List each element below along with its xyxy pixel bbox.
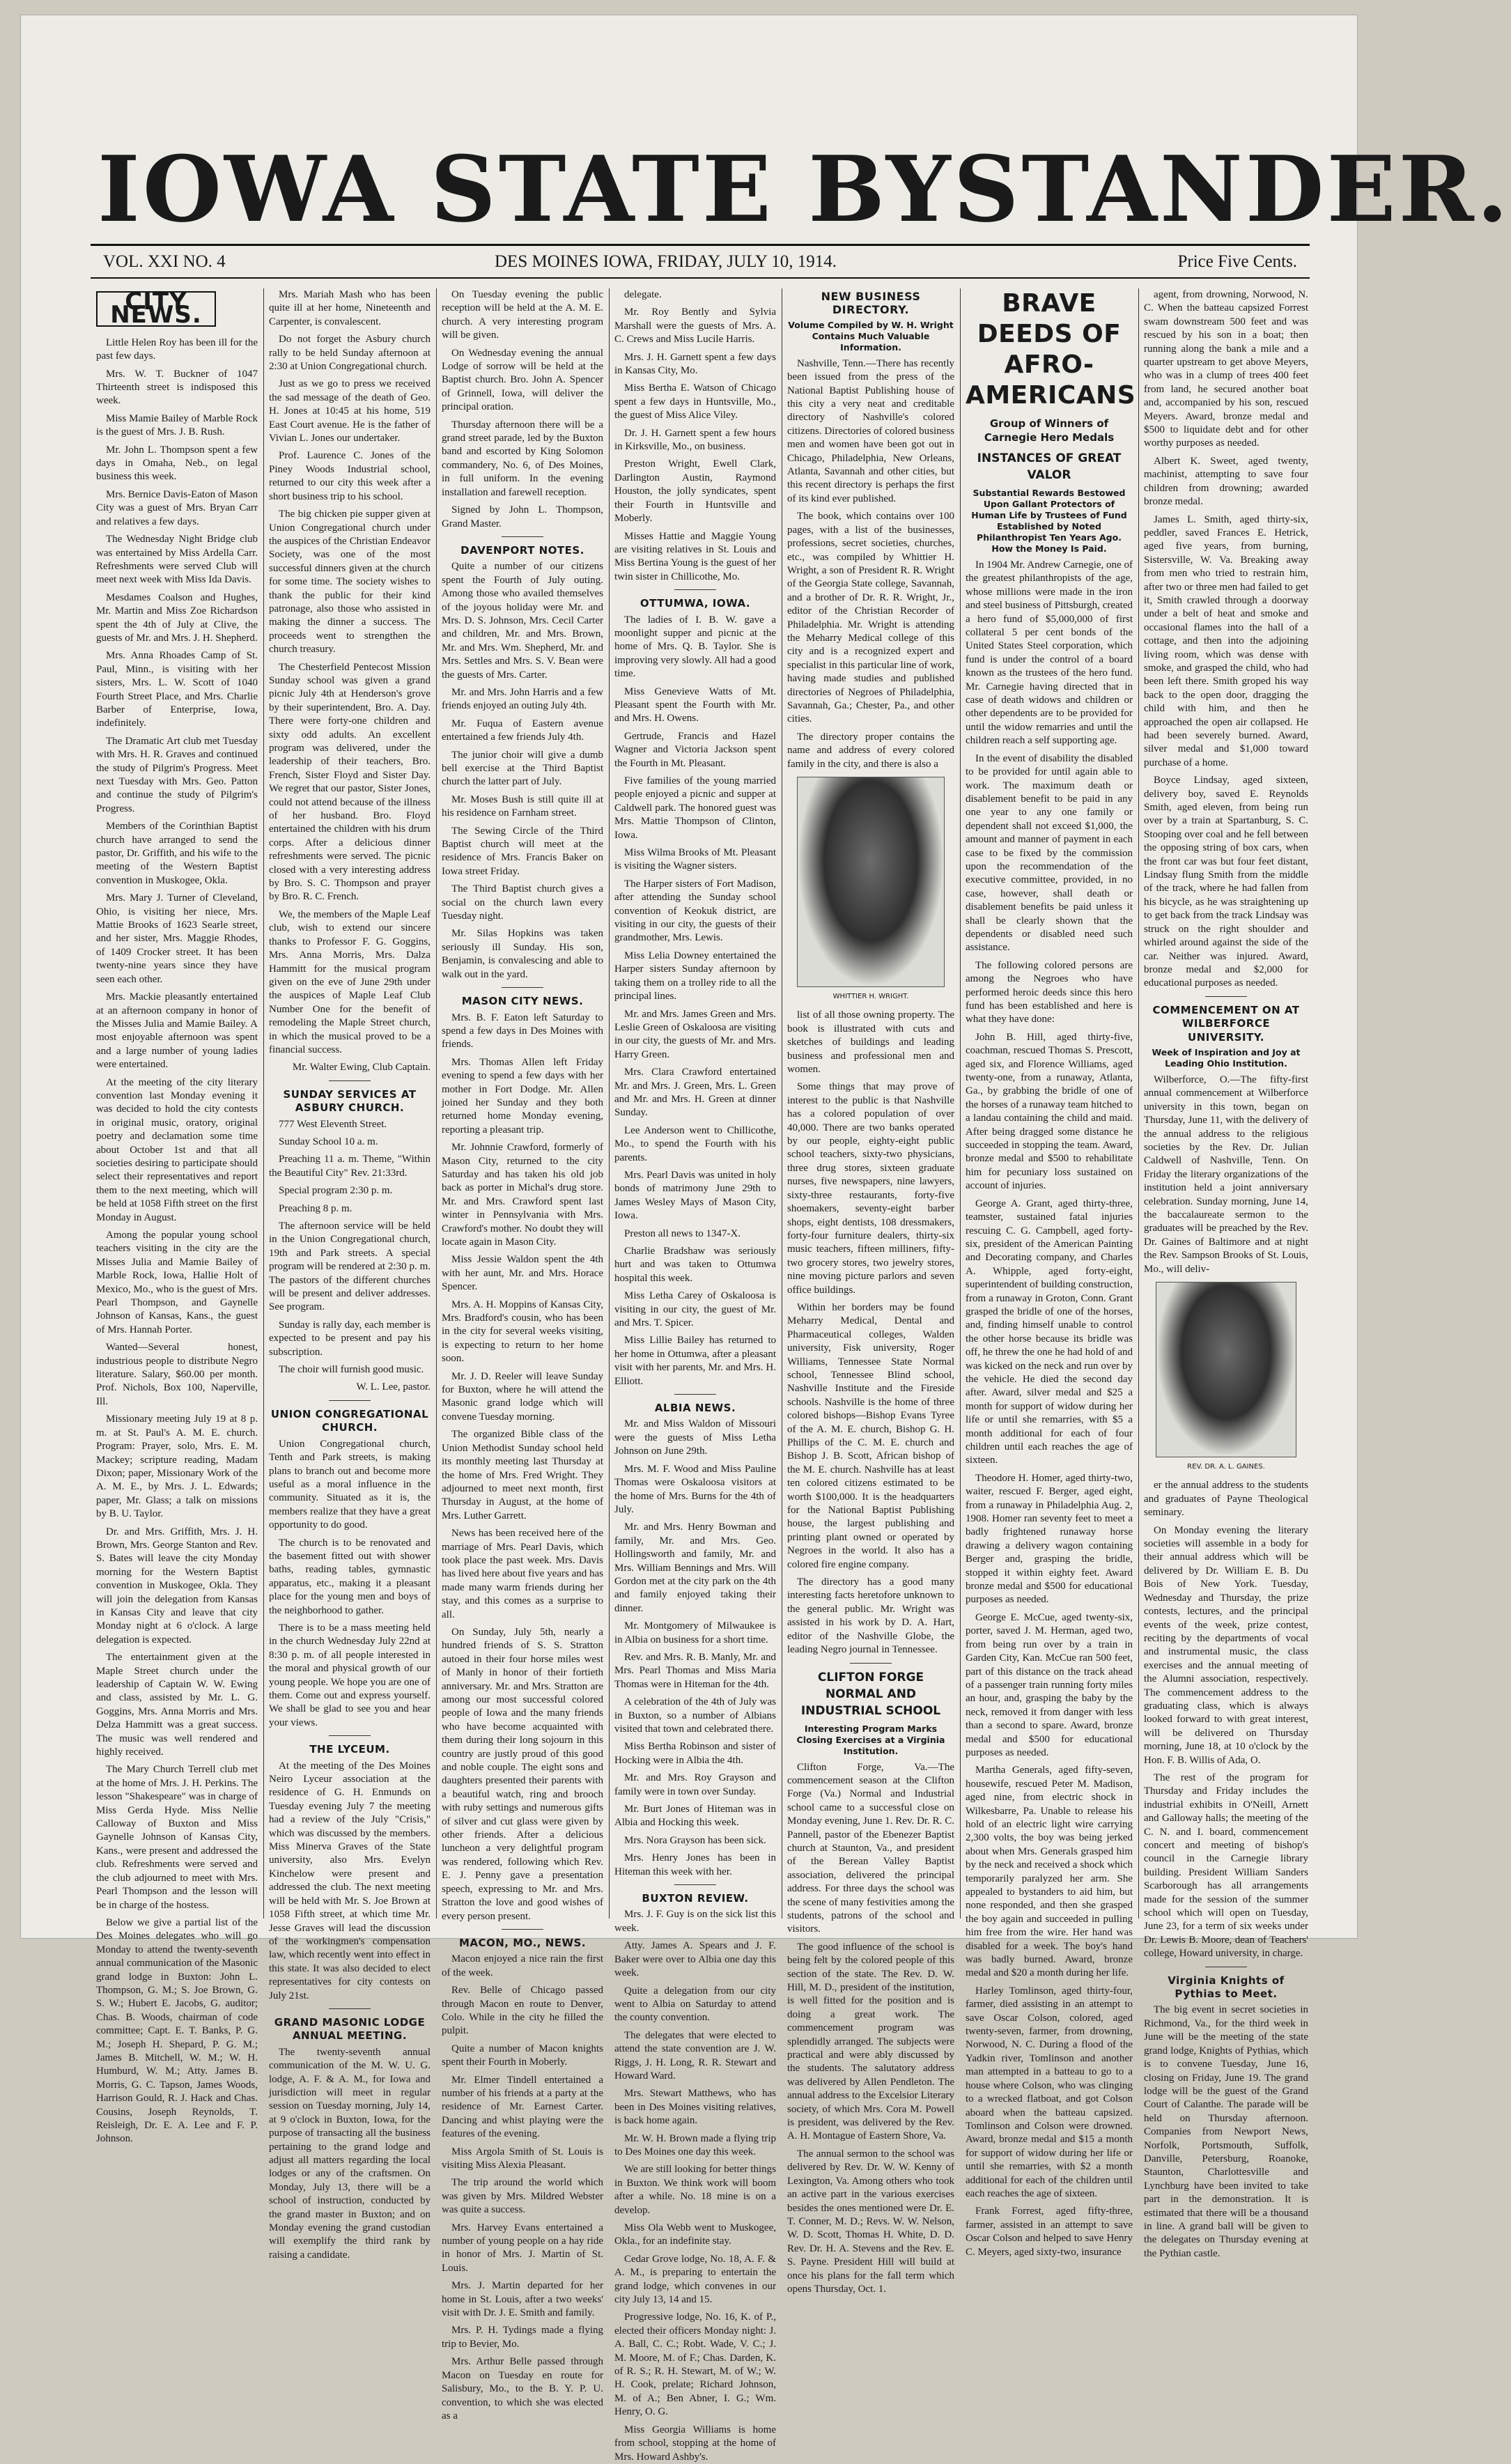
place-date: DES MOINES IOWA, FRIDAY, JULY 10, 1914. [495, 252, 837, 271]
article-paragraph: Miss Wilma Brooks of Mt. Pleasant is visiting the Wagner sisters. [614, 847, 776, 872]
article-paragraph: Mrs. W. T. Buckner of 1047 Thirteenth street is indisposed this week. [96, 368, 258, 407]
article-paragraph: The Sewing Circle of the Third Baptist church will meet at the residence of Mrs. Francis Baker on Iowa street Friday. [442, 825, 603, 877]
article-paragraph: Mrs. Pearl Davis was united in holy bonds of matrimony June 29th to James Wesley Mays of Mason City, Iowa. [614, 1169, 776, 1222]
dateline [98, 248, 1303, 276]
lyceum-items [269, 1760, 431, 2003]
article-paragraph: The Mary Church Terrell club met at the home of Mrs. J. H. Perkins. The lesson "Shakespeare" was in charge of Miss Gerda Hyde. Miss Nellie Calloway of Buxton and Miss Gaynelle Johnson of Kansas City, Kans., were present and addressed the club. Refreshments were served and the club adjourned to meet with Mrs. Pearl Thompson and the lesson will be in charge of the hostess. [96, 1764, 258, 1911]
separator [502, 536, 543, 537]
volume-number: VOL. XXI NO. 4 [103, 252, 226, 271]
article-paragraph: Mrs. Bernice Davis-Eaton of Mason City was a guest of Mrs. Bryan Carr and relatives a few days. [96, 488, 258, 527]
article-paragraph: Mr. Burt Jones of Hiteman was in Albia and Hocking this week. [614, 1804, 776, 1829]
article-paragraph: Mr. Fuqua of Eastern avenue entertained a few friends July 4th. [442, 718, 603, 743]
masthead-rule-top [91, 244, 1310, 246]
club-signature: Mr. Walter Ewing, Club Captain. [292, 1062, 431, 1074]
article-paragraph: Mrs. Arthur Belle passed through Macon on Tuesday en route for Salisbury, Mo., to the B. Y. P. U. convention, to which she was elected as a [442, 2356, 603, 2422]
article-paragraph: The trip around the world which was given by Mrs. Mildred Webster was quite a success. [442, 2177, 603, 2216]
article-paragraph: The directory has a good many interesting facts heretofore unknown to the general public. Mr. Wright was assisted in his work by D. A. Hart, editor of the Nashville Globe, the leading Negro journal in Tennessee. [787, 1576, 954, 1656]
article-paragraph: News has been received here of the marriage of Mrs. Pearl Davis, which took place the past week. Mrs. Davis has lived here about five years and has made many warm friends during her stay, and this comes as a surprise to all. [442, 1528, 603, 1620]
article-paragraph: Mrs. Henry Jones has been in Hiteman this week with her. [614, 1852, 776, 1877]
article-paragraph: Mrs. Anna Rhoades Camp of St. Paul, Minn., is visiting with her sisters, Mrs. L. W. Scott of 1040 Fourth Street Place, and Mrs. Charlie Barber of Enterprise, Iowa, indefinitely. [96, 650, 258, 729]
column-1 [96, 288, 258, 2145]
article-paragraph: Wanted—Several honest, industrious people to distribute Negro literature. Salary, $60.00 per month. Prof. Nichols, Box 100, Naperville, Ill. [96, 1342, 258, 1407]
ottumwa-heading: OTTUMWA, IOWA. [640, 597, 751, 610]
separator [502, 1929, 543, 1930]
column-divider [1138, 288, 1139, 1919]
article-paragraph: George E. McCue, aged twenty-six, porter, saved J. M. Herman, aged two, from being run over by a train in Garden City, Kan. McCue ran 500 feet, part of this distance on the track ahead of a passenger train running forty miles an hour, and, grasping the baby by the neck, removed it from danger with less than a second to spare. Award, bronze medal and $500 for educational purposes as needed. [966, 1611, 1133, 1758]
article-paragraph: Mrs. M. F. Wood and Miss Pauline Thomas were Oskaloosa visitors at the home of Mrs. Burns for the 4th of July. [614, 1463, 776, 1515]
separator [329, 2008, 371, 2009]
masthead-rule-bottom [91, 277, 1310, 279]
article-paragraph: Members of the Corinthian Baptist church have arranged to send the pastor, Dr. Griffith, and his wife to the meeting of the Western Baptist convention in Muskogee, Okla. [96, 821, 258, 886]
portrait-photo [1156, 1282, 1296, 1457]
article-paragraph: Quite a number of our citizens spent the Fourth of July outing. Among those who availed themselves of the joyous holiday were Mr. and Mrs. D. S. Johnson, Mrs. Cecil Carter and children, Mr. and Mrs. Brown, Mr. and Mrs. Wm. Shepherd, Mr. and Mrs. Settles and Mrs. S. V. Bean were the guests of Mrs. Carter. [442, 561, 603, 681]
article-paragraph: Prof. Laurence C. Jones of the Piney Woods Industrial school, returned to our city this week after a short business trip to his school. [269, 450, 431, 502]
directory-subheading: Volume Compiled by W. H. Wright Contains Much Valuable Information. [788, 319, 954, 352]
article-paragraph: Little Helen Roy has been ill for the past few days. [96, 336, 258, 362]
col3-items [442, 288, 603, 531]
article-paragraph: Mr. Roy Bently and Sylvia Marshall were the guests of Mrs. A. C. Crews and Miss Lucile Harris. [614, 307, 776, 346]
article-paragraph: Lee Anderson went to Chillicothe, Mo., to spend the Fourth with his parents. [614, 1124, 776, 1163]
article-paragraph: Union Congregational church, Tenth and Park streets, is making plans to branch out and become more useful as a moral influence in the community. Situated as it is, the members realize that they have a great opportunity to do good. [269, 1438, 431, 1531]
newspaper-page [21, 15, 1511, 2463]
separator [674, 1394, 716, 1395]
article-paragraph: We, the members of the Maple Leaf club, wish to extend our sincere thanks to Professor F. G. Goggins, Mrs. Anna Morris, Mrs. Dalza Hammitt for the musical program given on the eve of June 29th under the auspices of Maple Leaf Club Number One for the benefit of remodeling the Maple Street church, in which the musical proved to be a financial success. [269, 908, 431, 1055]
article-paragraph: Mr. and Mrs. James Green and Mrs. Leslie Green of Oskaloosa are visiting in our city, the guests of Mr. and Mrs. Harry Green. [614, 1008, 776, 1060]
wilberforce-heading: COMMENCEMENT ON AT WILBERFORCE UNIVERSITY. [1152, 1003, 1300, 1044]
article-paragraph: Sunday School 10 a. m. [279, 1136, 378, 1147]
albia-heading: ALBIA NEWS. [654, 1402, 736, 1415]
article-paragraph: At the meeting of the city literary convention last Monday evening it was decided to hold the city contests in original music, oratory, original poetry and declamation some time about October 1st and that all societies desiring to participate should select their representatives and report them to the next meeting, which will be held at 1058 Fifth street on the first Monday in August. [96, 1076, 258, 1223]
brave-subheading-3: Substantial Rewards Bestowed Upon Gallant Protectors of Human Life by Trustees of Fund Established by Noted Philanthropist Ten Years Ago. How the Money Is Paid. [971, 488, 1127, 554]
pythias-items [1144, 2004, 1308, 2261]
article-paragraph: The entertainment given at the Maple Street church under the leadership of Captain W. W. Ewing and class, assisted by Mr. L. G. Goggins, Mrs. Anna Morris and Mrs. Delza Hammitt was a great success. The music was well rendered and highly received. [96, 1652, 258, 1758]
clifton-heading: CLIFTON FORGE NORMAL AND INDUSTRIAL SCHOOL [800, 1670, 941, 1718]
buxton-items [614, 1908, 776, 2463]
brave-deeds-heading: BRAVE DEEDS OF AFRO-AMERICANS [966, 289, 1136, 410]
article-paragraph: Mrs. Stewart Matthews, who has been in Des Moines visiting relatives, is back home again. [614, 2088, 776, 2127]
article-paragraph: Martha Generals, aged fifty-seven, housewife, rescued Peter M. Madison, aged nine, from electric shock in Wilkesbarre, Pa. Unable to release his hold of an electric light wire carrying 2,300 volts, the boy was being jerked about when Mrs. Generals grasped him by the neck and received a shock which temporarily paralyzed her arm. She appealed to bystanders to aid him, but none responded, and then she grasped the boy again and succeeded in pulling him free from the wire. Her hand was disabled for a week. The boy's hand was badly burned. Award, bronze medal and $20 a month during her life. [966, 1765, 1133, 1979]
column-2 [269, 288, 431, 2261]
column-4 [614, 288, 776, 2463]
article-paragraph: Mr. W. H. Brown made a flying trip to Des Moines one day this week. [614, 2132, 776, 2157]
separator [329, 1735, 371, 1736]
pastor-signature: W. L. Lee, pastor. [356, 1381, 431, 1393]
article-paragraph: Mr. Moses Bush is still quite ill at his residence on Farnham street. [442, 793, 603, 819]
article-paragraph: The Harper sisters of Fort Madison, after attending the Sunday school convention of Keokuk district, are visiting in our city, the guests of their grandmother, Mrs. Lewis. [614, 878, 776, 944]
article-paragraph: The book, which contains over 100 pages, with a list of the businesses, professions, secret societies, churches, etc., was compiled by Whittier H. Wright, a son of President R. R. Wright of the Georgia State college, Savannah, and a brother of Dr. R. R. Wright, Jr., editor of the Christian Recorder of Philadelphia. Mr. Wright is attending the Meharry Medical college of this city and is a recognized expert and specialist in this particular line of work, having made studies and published directories of Negroes of Philadelphia, Savannah, Ga.; Chester, Pa., and other cities. [787, 511, 954, 725]
article-paragraph: Mr. and Miss Waldon of Missouri were the guests of Miss Letha Johnson on June 29th. [614, 1418, 776, 1457]
article-paragraph: The twenty-seventh annual communication of the M. W. U. G. lodge, A. F. & A. M., for Iowa and jurisdiction will meet in regular session on Tuesday morning, July 14, at 9 o'clock in Buxton, Iowa, for the purpose of transacting all the business pertaining to the grand lodge and adjust all matters regarding the local lodges or any of the craftsmen. On Monday, July 13, there will be a school of instruction, conducted by the grand master in Buxton; and on Monday evening the grand custodian will exemplify the third rank by raising a candidate. [269, 2046, 431, 2261]
asbury-heading: SUNDAY SERVICES AT ASBURY CHURCH. [283, 1087, 417, 1115]
article-paragraph: Preaching 8 p. m. [279, 1202, 352, 1214]
article-paragraph: Preston all news to 1347-X. [624, 1227, 741, 1239]
article-paragraph: delegate. [624, 289, 662, 300]
article-paragraph: James L. Smith, aged thirty-six, peddler, saved Frances E. Hetrick, aged five years, from burning, Sistersville, W. Va. Breaking away from men who tried to restrain him, after two or three men had failed to get it, Smith crawled through a doorway under a belt of heat and smoke and occasional flames into the hall of a cottage, and then into the adjoining living room, which was dense with smoke, and grasped the child, who had been left there. Smith groped his way back to the open door, dragging the child with him, and then he approached the open air collapsed. He had been severely burned. Award, silver medal and $1,000 toward purchase of a home. [1144, 513, 1308, 768]
photo-caption: REV. DR. A. L. GAINES. [1187, 1463, 1265, 1471]
masthead: IOWA STATE BYSTANDER. [98, 136, 1511, 242]
pythias-heading: Virginia Knights of Pythias to Meet. [1168, 1974, 1285, 2001]
separator [674, 589, 716, 590]
portrait-photo [797, 777, 945, 987]
article-paragraph: Miss Ola Webb went to Muskogee, Okla., for an indefinite stay. [614, 2222, 776, 2247]
mason-city-heading: MASON CITY NEWS. [461, 995, 584, 1008]
article-paragraph: Atty. James A. Spears and J. F. Baker were over to Albia one day this week. [614, 1940, 776, 1979]
separator [329, 1400, 371, 1401]
article-paragraph: The Third Baptist church gives a social on the church lawn every Tuesday night. [442, 883, 603, 922]
article-paragraph: Among the popular young school teachers visiting in the city are the Misses Julia and Mamie Bailey of Marble Rock, Iowa, Hallie Holt of Mexico, Mo., who is the guest of Mrs. Pearl Thompson, and Gaynelle Johnson of Kansas, Kans., the guest of Mrs. Hannah Porter. [96, 1230, 258, 1335]
brave-subheading-2: INSTANCES OF GREAT VALOR [977, 451, 1122, 482]
article-paragraph: Mrs. Harvey Evans entertained a number of young people on a hay ride in honor of Mrs. J. Martin of St. Louis. [442, 2222, 603, 2274]
article-paragraph: Miss Argola Smith of St. Louis is visiting Miss Alexia Pleasant. [442, 2146, 603, 2171]
article-paragraph: Mr. Johnnie Crawford, formerly of Mason City, returned to the city Saturday and has taken his old job back as porter in Michal's drug store. Mr. and Mrs. Crawford spent last winter in Pennsylvania with Mrs. Crawford's mother. No doubt they will locate again in Mason City. [442, 1142, 603, 1248]
article-paragraph: The big event in secret societies in Richmond, Va., for the third week in June will be the meeting of the state grand lodge, Knights of Pythias, which is to convene Tuesday, June 16, closing on Friday, June 19. The grand lodge will be the guest of the Grand Court of Calanthe. The parade will be held on Thursday afternoon. Companies from Newport News, Norfolk, Portsmouth, Suffolk, Danville, Petersburg, Roanoke, Staunton, Charlottesville and Lynchburg have been invited to take part in the demonstration. It is estimated that there will be a thousand in line. A grand ball will be given to the delegates on Thursday evening at the Pythian castle. [1144, 2004, 1308, 2259]
separator [502, 987, 543, 988]
article-paragraph: Quite a number of Macon knights spent their Fourth in Moberly. [442, 2043, 603, 2068]
col7-items [1144, 288, 1308, 991]
article-paragraph: The ladies of I. B. W. gave a moonlight supper and picnic at the home of Mrs. Q. B. Taylor. She is improving very slowly. All had a good time. [614, 614, 776, 680]
article-paragraph: Miss Bertha E. Watson of Chicago spent a few days in Huntsville, Mo., the guest of Miss Alice Viley. [614, 382, 776, 421]
article-paragraph: John B. Hill, aged thirty-five, coachman, rescued Thomas S. Prescott, aged six, and Florence Williams, aged twenty-one, from a runaway, Atlanta, Ga., by grabbing the bridle of one of the horses of a runaway team hitched to a landau containing the child and maid. After being dragged some distance he succeeded in stopping the team. Award, bronze medal and $500 to rehabilitate him for pecuniary loss sustained on account of injuries. [966, 1031, 1133, 1192]
article-paragraph: er the annual address to the students and graduates of Payne Theological seminary. [1144, 1480, 1308, 1519]
article-paragraph: The junior choir will give a dumb bell exercise at the Third Baptist church the latter part of July. [442, 749, 603, 788]
article-paragraph: Some things that may prove of interest to the public is that Nashville has a colored population of over 40,000. There are two banks operated by our people, eighty-eight public school teachers, sixty-two physicians, three drug stores, sixteen graduate nurses, five newspapers, nine lawyers, sixty-three restaurants, forty-five shoemakers, seventy-eight barber shops, eight dentists, 108 dressmakers, forty-four furniture dealers, thirty-six music teachers, fifteen milliners, fifty-two grocery stores, two jewelry stores, nine moving picture parlors and seven office buildings. [787, 1081, 954, 1296]
article-paragraph: The organized Bible class of the Union Methodist Sunday school held its monthly meeting last Thursday at the home of Mrs. Fred Wright. They adjourned to meet next month, first Thursday in August, at the home of Mrs. Luther Garrett. [442, 1429, 603, 1521]
article-paragraph: Miss Jessie Waldon spent the 4th with her aunt, Mr. and Mrs. Horace Spencer. [442, 1254, 603, 1293]
article-paragraph: Missionary meeting July 19 at 8 p. m. at St. Paul's A. M. E. church. Program: Prayer, solo, Mrs. E. M. Mackey; scripture reading, Madam Dixon; paper, Missionary Work of the A. M. E., by Mrs. J. L. Edwards; paper, Mr. Glass; a talk on missions by B. U. Taylor. [96, 1413, 258, 1520]
article-paragraph: Mrs. P. H. Tydings made a flying trip to Bevier, Mo. [442, 2325, 603, 2350]
article-paragraph: Mrs. Nora Grayson has been sick. [624, 1834, 766, 1846]
article-paragraph: Sunday is rally day, each member is expected to be present and pay his subscription. [269, 1319, 431, 1358]
article-paragraph: agent, from drowning, Norwood, N. C. When the batteau capsized Forrest swam downstream 500 feet and was rescued by his son in a boat; then running along the bank a mile and a quarter upstream to get above Meyers, who was in a clump of trees 400 feet from land, he secured another boat and, accompanied by his son, rescued Meyers. Award, bronze medal and $500 to liquidate debt and for other worthy purposes as needed. [1144, 289, 1308, 449]
column-divider [263, 288, 264, 1919]
article-paragraph: Mrs. A. H. Moppins of Kansas City, Mrs. Bradford's cousin, who has been in the city for several weeks visiting, is expecting to return to her home soon. [442, 1299, 603, 1365]
directory-items [787, 357, 954, 771]
article-paragraph: Mrs. J. F. Guy is on the sick list this week. [614, 1909, 776, 1934]
article-paragraph: Mrs. Mariah Mash who has been quite ill at her home, Nineteenth and Carpenter, is convalescent. [269, 289, 431, 327]
article-paragraph: On Wednesday evening the annual Lodge of sorrow will be held at the Baptist church. Bro. John A. Spencer of Grinnell, Iowa, will deliver the principal oration. [442, 347, 603, 413]
article-paragraph: The church is to be renovated and the basement fitted out with shower baths, reading tables, gymnastic apparatus, etc., making it a pleasant place for the young men and boys of the neighborhood to gather. [269, 1537, 431, 1616]
buxton-heading: BUXTON REVIEW. [642, 1892, 749, 1905]
masonic-heading: GRAND MASONIC LODGE ANNUAL MEETING. [274, 2015, 426, 2043]
article-paragraph: list of all those owning property. The book is illustrated with cuts and sketches of buildings and leading business and professional men and women. [787, 1009, 954, 1076]
masonic-items [269, 2046, 431, 2263]
article-paragraph: The Wednesday Night Bridge club was entertained by Miss Ardella Carr. Refreshments were served Club will meet next week with Miss Ida Davis. [96, 534, 258, 586]
price: Price Five Cents. [1177, 252, 1297, 271]
article-paragraph: The delegates that were elected to attend the state convention are J. W. Riggs, J. H. Long, R. R. Stewart and Howard Ward. [614, 2029, 776, 2082]
article-paragraph: The good influence of the school is being felt by the colored people of this section of the state. The Rev. D. W. Hill, M. D., president of the institution, is well fitted for the position and is doing a great work. The commencement program was splendidly arranged. The subjects were practical and were ably discussed by the students. The salutatory address was delivered by Allen Pendleton. The annual address to the Excelsior Literary society, of which Mrs. Cora M. Powell is president, was delivered by the Rev. A. H. Montague of Eastern Shore, Va. [787, 1941, 954, 2142]
ottumwa-items [614, 614, 776, 1389]
article-paragraph: The afternoon service will be held in the Union Congregational church, 19th and Park streets. A special program will be rendered at 2:30 p. m. The pastors of the different churches will be present and deliver addresses. See program. [269, 1221, 431, 1313]
article-paragraph: There is to be a mass meeting held in the church Wednesday July 22nd at 8:30 p. m. of all people interested in the moral and physical growth of our young people. We hope you are one of them. Come out and express yourself. We shall be glad to see you and hear your views. [269, 1622, 431, 1728]
article-paragraph: The rest of the program for Thursday and Friday includes the industrial exhibits in O'Neill, Arnett and Galloway halls; the meeting of the C. N. and I. board, commencement concert and meeting of bishop's council in the Carnegie library building. President William Sanders Scarborough has all arrangements made for the session of the summer school which will open on Tuesday, June 23, for a term of six weeks under Dr. Lewis B. Moore, dean of Teachers' college, Howard university, in charge. [1144, 1772, 1308, 1960]
column-5 [787, 288, 954, 2295]
article-paragraph: Miss Lillie Bailey has returned to her home in Ottumwa, after a pleasant visit with her parents, Mr. and Mrs. H. Elliott. [614, 1335, 776, 1387]
wilberforce-items [1144, 1074, 1308, 1276]
article-paragraph: Preston Wright, Ewell Clark, Darlington Austin, Raymond Houston, the jolly syndicates, spent their Fourth in Huntsville and Moberly. [614, 458, 776, 525]
macon-items [442, 1953, 603, 2423]
article-paragraph: Mr. and Mrs. John Harris and a few friends enjoyed an outing July 4th. [442, 686, 603, 712]
davenport-items [442, 560, 603, 982]
directory-heading: NEW BUSINESS DIRECTORY. [821, 290, 921, 317]
article-paragraph: Charlie Bradshaw was seriously hurt and was taken to Ottumwa hospital this week. [614, 1246, 776, 1284]
article-paragraph: The directory proper contains the name and address of every colored family in the city, and there is also a [787, 731, 954, 770]
article-paragraph: Mr. Montgomery of Milwaukee is in Albia on business for a short time. [614, 1620, 776, 1645]
column-3 [442, 288, 603, 2422]
article-paragraph: Do not forget the Asbury church rally to be held Sunday afternoon at 2:30 at Union Congregational church. [269, 334, 431, 373]
article-paragraph: Frank Forrest, aged fifty-three, farmer, assisted in an attempt to save Oscar Colson and helped to save Henry C. Meyers, aged sixty-two, insurance [966, 2206, 1133, 2258]
separator [1205, 996, 1247, 997]
article-paragraph: Miss Mamie Bailey of Marble Rock is the guest of Mrs. J. B. Rush. [96, 412, 258, 438]
article-paragraph: We are still looking for better things in Buxton. We think work will boom after a while. No. 18 mine is on a develop. [614, 2164, 776, 2216]
article-paragraph: Mesdames Coalson and Hughes, Mr. Martin and Miss Zoe Richardson spent the 4th of July at Clive, the guests of Mr. and Mrs. J. H. Shepherd. [96, 591, 258, 644]
city-news-header: CITY NEWS. [96, 291, 216, 327]
article-paragraph: Dr. J. H. Garnett spent a few hours in Kirksville, Mo., on business. [614, 427, 776, 453]
davenport-heading: DAVENPORT NOTES. [460, 543, 584, 557]
article-paragraph: Signed by John L. Thompson, Grand Master. [442, 504, 603, 529]
article-paragraph: On Monday evening the literary societies will assemble in a body for their annual address which will be delivered by Dr. William E. B. Du Bois of New York. Tuesday, Wednesday and Thursday, the prize contests, lectures, and the principal events of the week, prize contest, reciting by the departments of vocal and instrumental music, the class exercises and the annual meeting of the Alumni association, respectively. The commencement address to the graduating class, which is always looked forward to with great interest, will be delivered on Thursday morning, June 18, at 10 o'clock by the Hon. F. B. Willis of Ada, O. [1144, 1524, 1308, 1766]
article-paragraph: The Dramatic Art club met Tuesday with Mrs. H. R. Graves and continued the study of Pilgrim's Progress. Meet next Tuesday with Mrs. Geo. Patton and continue the study of Pilgrim's Progress. [96, 735, 258, 814]
column-divider [436, 288, 437, 1919]
article-paragraph: Boyce Lindsay, aged sixteen, delivery boy, saved E. Reynolds Smith, aged eleven, from being run over by a train at Spartanburg, S. C. Stooping over coal and he fell between the opposing string of box cars, when the front car was but four feet distant, Lindsay flung Smith from the middle of the track, where he had fallen from his bicycle, as he was straightening up to get back from the track Lindsay was struck on the right shoulder and whirled around against the side of the car. Neither was injured. Award, bronze medal and $2,000 for educational purposes as needed. [1144, 775, 1308, 989]
article-paragraph: Mrs. Mary J. Turner of Cleveland, Ohio, is visiting her niece, Mrs. Mattie Brooks of 1623 Searle street, and her sister, Mrs. Maggie Rhodes, of 1409 Crocker street. It has been twenty-nine years since they have seen each other. [96, 892, 258, 985]
article-paragraph: The Chesterfield Pentecost Mission Sunday school was given a grand picnic July 4th at Henderson's grove by their superintendent, Bro. A. Day. There were forty-one children and sixty odd adults. An excellent program was delivered, under the leadership of their teachers, Bro. French, Sister Floyd and Sister Day. We regret that our pastor, Sister Jones, could not attend because of the illness of her husband. Bro. Floyd entertained the children with his drum corps. After a delicious dinner refreshments were served. The picnic closed with a very interesting address by Bro. S. C. Thompson and prayer by Bro. R. C. French. [269, 661, 431, 903]
clifton-items [787, 1761, 954, 2297]
article-paragraph: Rev. Belle of Chicago passed through Macon en route to Denver, Colo. While in the city he filled the pulpit. [442, 1985, 603, 2037]
article-paragraph: Miss Genevieve Watts of Mt. Pleasant spent the Fourth with Mr. and Mrs. H. Owens. [614, 685, 776, 725]
article-paragraph: Quite a delegation from our city went to Albia on Saturday to attend the county convention. [614, 1985, 776, 2024]
wilberforce-subheading: Week of Inspiration and Joy at Leading Ohio Institution. [1152, 1046, 1301, 1069]
article-paragraph: In the event of disability the disabled to be provided for until again able to work. The maximum death or disablement benefit to be paid in any one year to any one family or dependent shall not exceed $1,000, the amount and manner of payment in each case to be fixed by the commission upon the recommendation of the executive committee, provided, in no case, however, shall death or disablement benefits be paid unless it shall be clearly shown that the dependents or disabled need such assistance. [966, 752, 1133, 954]
article-paragraph: Special program 2:30 p. m. [279, 1185, 393, 1197]
article-paragraph: Five families of the young married people enjoyed a picnic and supper at Caldwell park. The honored guest was Mrs. Mattie Thompson of Clinton, Iowa. [614, 775, 776, 841]
article-paragraph: Mrs. Mackie pleasantly entertained at an afternoon company in honor of the Misses Julia and Mamie Bailey. A most enjoyable afternoon was spent and a large number of young ladies were entertained. [96, 991, 258, 1071]
article-paragraph: Nashville, Tenn.—There has recently been issued from the press of the National Baptist Publishing house of this city a very neat and creditable directory of Nashville's colored citizens. Directories of colored business men and women have been got out in Chicago, Philadelphia, New Orleans, Atlanta, Savannah and other cities, but this recent directory is perhaps the first of its kind ever published. [787, 357, 954, 504]
column-7 [1144, 288, 1308, 2259]
article-paragraph: The following colored persons are among the Negroes who have performed heroic deeds since this hero fund has been established and here is what they have done: [966, 959, 1133, 1025]
albia-items [614, 1418, 776, 1879]
article-paragraph: In 1904 Mr. Andrew Carnegie, one of the greatest philanthropists of the age, whose millions were made in the iron and steel business of Pittsburgh, created a hero fund of $5,000,000 of first collateral 5 per cent bonds of the United States Steel corporation, which fund is under the control of a board known as the trustees of the hero fund. Mr. Carnegie having directed that in case of death widows and children or other dependents are to be provided for until the widow remarries and until the children reach a self supporting age. [966, 559, 1133, 747]
article-paragraph: Mrs. B. F. Eaton left Saturday to spend a few days in Des Moines with friends. [442, 1012, 603, 1051]
union-heading: UNION CONGREGATIONAL CHURCH. [270, 1407, 429, 1434]
article-paragraph: Miss Georgia Williams is home from school, stopping at the home of Mrs. Howard Ashby's. [614, 2424, 776, 2463]
article-paragraph: On Tuesday evening the public reception will be held at the A. M. E. church. A very interesting program will be given. [442, 289, 603, 341]
separator [850, 1663, 892, 1664]
article-paragraph: At the meeting of the Des Moines Neiro Lyceur association at the residence of G. H. Enmunds on Tuesday evening July 7 the meeting had a review of the July "Crisis," which was discussed by the members. Miss Minerva Graves of the State university, also Mrs. Evelyn Kinchelow were present and addressed the club. The next meeting will be held with Mr. S. Joe Brown at 1058 Fifth street, at which time Mr. Jesse Graves will lead the discussion of the workingmen's compensation law, which recently went into effect in this state. It was also decided to elect representatives for city contests on July 21st. [269, 1760, 431, 2001]
article-paragraph: Macon enjoyed a nice rain the first of the week. [442, 1953, 603, 1978]
article-paragraph: Mr. and Mrs. Roy Grayson and family were in town over Sunday. [614, 1772, 776, 1797]
article-paragraph: Mrs. J. H. Garnett spent a few days in Kansas City, Mo. [614, 351, 776, 377]
article-paragraph: Mr. and Mrs. Henry Bowman and family, Mr. and Mrs. Geo. Hollingsworth and family, Mr. and Mrs. William Bennings and Mrs. Will Gordon met at the city park on the 4th and family enjoyed taking their dinner. [614, 1521, 776, 1614]
article-paragraph: Progressive lodge, No. 16, K. of P., elected their officers Monday night: J. A. Ball, C. C.; Robt. Wade, V. C.; J. M. Moore, M. of F.; Chas. Darden, K. of R. S.; R. H. Stewart, M. of W.; W. H. Cook, prelate; Richard Johnson, M. of A.; Ben Abner, I. G.; Wm. Henry, O. G. [614, 2311, 776, 2418]
article-paragraph: On Sunday, July 5th, nearly a hundred friends of S. S. Stratton autoed in their four horse miles west of Manly in honor of their fortieth anniversary. Mr. and Mrs. Stratton are among our most successful colored people of Iowa and the many friends who have become acquainted with them during their long sojourn in this country are justly proud of this good and noble couple. The eight sons and daughters presented their parents with a beautiful watch, ring and brooch with ruby settings and numerous gifts of silver and cut glass were given by other friends. After a delicious luncheon a very delightful program was rendered, following which Rev. E. J. Penny gave a presentation speech, expressing to Mr. and Mrs. Stratton the love and good wishes of every person present. [442, 1626, 603, 1922]
mason-city-items [442, 1012, 603, 1923]
article-paragraph: The big chicken pie supper given at Union Congregational church under the auspices of the Christian Endeavor Society, was one of the most successful dinners given at the church for some time. The society wishes to thank the public for their kind patronage, also those who assisted in making the dinner a success. The proceeds went to strengthen the church treasury. [269, 509, 431, 656]
article-paragraph: Within her borders may be found Meharry Medical, Dental and Pharmaceutical colleges, Walden university, Fisk university, Roger Williams, Tennessee State Normal school, Tennessee Blind school, Nashville Institute and the Fireside schools. Nashville is the home of three colored bishops—Bishop Evans Tyree of the A. M. E. church, Bishop G. H. Phillips of the C. M. E. church and Bishop J. B. Scott, African bishop of the M. E. church. Nashville has at least ten colored citizens estimated to be worth $100,000. It is the headquarters for the National Baptist Publishing house, the largest publishing and printing plant owned or operated by Negroes in the world. It also has a colored fire engine company. [787, 1301, 954, 1570]
brave-subheading-1: Group of Winners of Carnegie Hero Medals [984, 417, 1115, 444]
col2-items [269, 288, 431, 1057]
article-paragraph: Below we give a partial list of the Des Moines delegates who will go Monday to attend the twenty-seventh annual communication of the Masonic grand lodge in Buxton: John L. Thompson, G. M.; S. Joe Brown, G. S. W.; Hubert E. Jacobs, G. auditor; Chas. B. Woods, chairman of code committee; Capt. E. T. Banks, P. G. M.; Joseph H. Shepard, P. G. M.; James B. Mitchell, W. M.; W. H. Humburd, W. M.; Atty. James B. Morris, G. C. Tapson, James Woods, Harrison Gould, R. J. Hack and Chas. Cousins, Joseph Reynolds, T. Reisleigh, Dr. E. A. Lee and F. P. Johnson. [96, 1916, 258, 2145]
lyceum-heading: THE LYCEUM. [309, 1743, 390, 1756]
article-paragraph: A celebration of the 4th of July was in Buxton, so a number of Albians visited that town and celebrated there. [614, 1696, 776, 1735]
separator [329, 1080, 371, 1081]
article-paragraph: Just as we go to press we received the sad message of the death of Geo. H. Jones at 10:45 at his home, 519 East Court avenue. He is the father of Vivian L. Jones our undertaker. [269, 378, 431, 444]
separator [674, 1884, 716, 1885]
article-paragraph: Miss Bertha Robinson and sister of Hocking were in Albia the 4th. [614, 1741, 776, 1766]
column-divider [609, 288, 610, 1919]
article-paragraph: Gertrude, Francis and Hazel Wagner and Victoria Jackson spent the Fourth in Mt. Pleasant. [614, 730, 776, 769]
brave-items [966, 559, 1133, 2259]
city-news-items [96, 336, 258, 2146]
article-paragraph: The annual sermon to the school was delivered by Rev. Dr. W. W. Kenny of Lexington, Va. Among others who took an active part in the various exercises besides the ones mentioned were Dr. E. T. Conner, M. D.; Revs. W. W. Nelson, W. D. Scott, Thomas H. White, D. D. Rev. Dr. H. A. Stevens and the Rev. E. S. Payne. President Hill will build at once his plans for the fall term which opens Thursday, Oct. 1. [787, 2148, 954, 2295]
article-paragraph: Cedar Grove lodge, No. 18, A. F. & A. M., is preparing to entertain the grand lodge, which convenes in our city July 13, 14 and 15. [614, 2253, 776, 2306]
clifton-subheading: Interesting Program Marks Closing Exercises at a Virginia Institution. [796, 1723, 945, 1756]
macon-heading: MACON, MO., NEWS. [458, 1936, 587, 1949]
article-paragraph: Preaching 11 a. m. Theme, "Within the Beautiful City" Rev. 21:33rd. [269, 1154, 431, 1179]
article-paragraph: Dr. and Mrs. Griffith, Mrs. J. H. Brown, Mrs. George Stanton and Rev. S. Bates will leave the city Monday morning for the Western Baptist convention in Muskogee, Okla. They will join the delegation from Kansas in Kansas City and leave that city Monday night at 6 o'clock. A large delegation is expected. [96, 1526, 258, 1645]
article-paragraph: Mrs. Thomas Allen left Friday evening to spend a few days with her mother in Fort Dodge. Mr. Allen joined her Sunday and they both returned home Monday evening, reporting a pleasant trip. [442, 1056, 603, 1136]
article-paragraph: Harley Tomlinson, aged thirty-four, farmer, died assisting in an attempt to save Oscar Colson, colored, aged twenty-seven, farmer, from drowning, Norwood, N. C. During a flood of the Yadkin river, Tomlinson and another man attempted in a batteau to go to a house where Colson, who was clinging to a wrecked flatboat, and got Colson aboard when the batteau capsized. Tomlinson and Colson were drowned. Award, bronze medal and $15 a month for support of widow during her life or until she remarries, with $2 a month additional for each of the children until each reaches the age of sixteen. [966, 1985, 1133, 2199]
article-paragraph: Theodore H. Homer, aged thirty-two, waiter, rescued F. Berger, aged eight, from a runaway in Philadelphia Aug. 2, 1908. Homer ran seventy feet to meet a badly frightened runaway horse drawing a delivery wagon containing Berger and, grasping the bridle, stopped it within eighty feet. Award bronze medal and $500 for educational purposes as needed. [966, 1472, 1133, 1606]
article-paragraph: 777 West Eleventh Street. [279, 1118, 387, 1130]
article-paragraph: Mr. John L. Thompson spent a few days in Omaha, Neb., on legal business this week. [96, 444, 258, 483]
article-paragraph: George A. Grant, aged thirty-three, teamster, sustained fatal injuries rescuing C. G. Campbell, aged forty-six, president of the American Painting and Decorating company, and Charles A. Whipple, aged forty-eight, superintendent of building construction, from a runaway in Groton, Conn. Grant grasped the bridle of one of the horses, and, finding himself unable to control the other horse because its bridle was off, he threw the one he had hold of and was kicked on the neck and run over by the vehicle. He died the second day after. Award, silver medal and $25 a month for support of widow during her life or until she remarries, with $5 a month additional for each of four children until each reaches the age of sixteen. [966, 1198, 1133, 1466]
column-divider [960, 288, 961, 1919]
col4-items [614, 288, 776, 584]
article-paragraph: Mr. Elmer Tindell entertained a number of his friends at a party at the residence of Mr. Earnest Carter. Dancing and whist playing were the features of the evening. [442, 2074, 603, 2140]
directory-items-2 [787, 1009, 954, 1657]
wilberforce-items-2 [1144, 1479, 1308, 1960]
article-paragraph: Wilberforce, O.—The fifty-first annual commencement at Wilberforce university in this town, began on Thursday, June 11, with the delivery of the annual address to the religious societies by the Rev. Dr. Julian Caldwell of Nashville, Tenn. On Friday the literary organizations of the institution held a joint anniversary celebration. Sunday morning, June 14, the baccalaureate sermon to the graduates will be preached by the Rev. Dr. Gaines of Baltimore and at night the Rev. Sampson Brooks of St. Louis, Mo., will deliv- [1144, 1074, 1308, 1275]
article-paragraph: Mr. J. D. Reeler will leave Sunday for Buxton, where he will attend the Masonic grand lodge which will convene Tuesday morning. [442, 1370, 603, 1423]
article-paragraph: Misses Hattie and Maggie Young are visiting relatives in St. Louis and Miss Bertina Young is the guest of her twin sister in Chillicothe, Mo. [614, 530, 776, 582]
article-paragraph: Mr. Silas Hopkins was taken seriously ill Sunday. His son, Benjamin, is convalescing and able to walk out in the yard. [442, 928, 603, 980]
article-paragraph: Mrs. J. Martin departed for her home in St. Louis, after a two weeks' visit with Dr. J. E. Smith and family. [442, 2280, 603, 2319]
article-paragraph: Miss Letha Carey of Oskaloosa is visiting in our city, the guest of Mr. and Mrs. T. Spicer. [614, 1290, 776, 1329]
article-paragraph: The choir will furnish good music. [279, 1364, 424, 1376]
article-paragraph: Albert K. Sweet, aged twenty, machinist, attempting to save four children from drowning; awarded bronze medal. [1144, 455, 1308, 508]
article-paragraph: Mrs. Clara Crawford entertained Mr. and Mrs. J. Green, Mrs. L. Green and Mr. and Mrs. H. Green at dinner Sunday. [614, 1067, 776, 1119]
article-paragraph: Miss Lelia Downey entertained the Harper sisters Sunday afternoon by taking them on a trolley ride to all the principal lines. [614, 950, 776, 1002]
column-6 [966, 288, 1136, 2258]
article-paragraph: Thursday afternoon there will be a grand street parade, led by the Buxton band and escorted by King Solomon commandery, No. 6, of Des Moines, in full uniform. In the evening installation and farewell reception. [442, 419, 603, 498]
article-paragraph: Rev. and Mrs. R. B. Manly, Mr. and Mrs. Pearl Thomas and Miss Maria Thomas were in Hiteman for the 4th. [614, 1651, 776, 1690]
article-paragraph: Clifton Forge, Va.—The commencement season at the Clifton Forge (Va.) Normal and Industrial school came to a successful close on Monday evening, June 1. Rev. Dr. R. C. Pannell, pastor of the Ebenezer Baptist church at Staunton, Va., and president of the Berean Valley Baptist association, delivered the principal address. For three days the school was the scene of many festivities among the students, patrons of the school and visitors. [787, 1761, 954, 1935]
photo-caption: WHITTIER H. WRIGHT. [832, 993, 909, 1000]
union-items [269, 1438, 431, 1730]
asbury-items [269, 1118, 431, 1377]
